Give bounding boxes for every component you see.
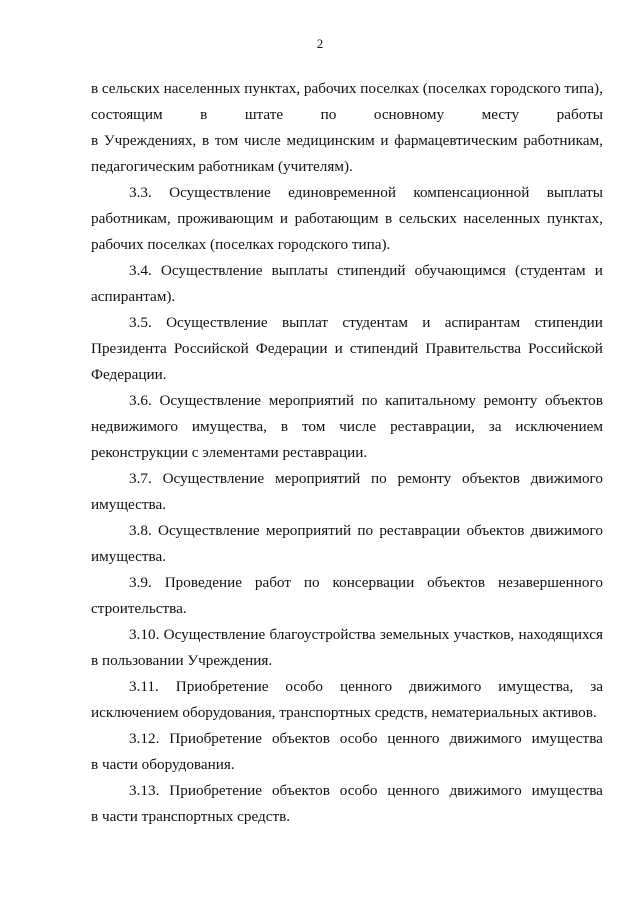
paragraph-3-8: [91, 518, 603, 570]
text-line: 3.8. Осуществление мероприятий по реставрации объектов движимого: [129, 522, 603, 539]
paragraph-3-10: [91, 622, 603, 674]
paragraph-3-11: [91, 674, 603, 726]
text-line: в Учреждениях, в том числе медицинским и фармацевтическим работникам,: [91, 132, 603, 149]
text-line: в пользовании Учреждения.: [91, 652, 273, 669]
text-line: аспирантам).: [91, 288, 176, 305]
text-line: 3.3. Осуществление единовременной компенсационной выплаты: [129, 184, 603, 201]
paragraph-3-4: [91, 258, 603, 310]
text-line: рабочих поселках (поселках городского типа).: [91, 236, 391, 253]
text-line: Президента Российской Федерации и стипендий Правительства Российской: [91, 340, 603, 357]
text-line: 3.12. Приобретение объектов особо ценного движимого имущества: [129, 730, 603, 747]
paragraph-continuation: [91, 76, 603, 180]
paragraph-3-7: [91, 466, 603, 518]
text-line: в сельских населенных пунктах, рабочих поселках (поселках городского типа),: [91, 80, 603, 97]
paragraph-3-3: [91, 180, 603, 258]
paragraph-3-5: [91, 310, 603, 388]
text-line: 3.5. Осуществление выплат студентам и аспирантам стипендии: [129, 314, 603, 331]
text-line: 3.4. Осуществление выплаты стипендий обучающимся (студентам и: [129, 262, 603, 279]
text-line: строительства.: [91, 600, 187, 617]
text-line: работникам, проживающим и работающим в сельских населенных пунктах,: [91, 210, 603, 227]
text-line: 3.11. Приобретение особо ценного движимого имущества, за: [129, 678, 603, 695]
text-line: педагогическим работникам (учителям).: [91, 158, 353, 175]
text-line: 3.7. Осуществление мероприятий по ремонту объектов движимого: [129, 470, 603, 487]
text-line: 3.10. Осуществление благоустройства земельных участков, находящихся: [129, 626, 603, 643]
text-line: 3.9. Проведение работ по консервации объектов незавершенного: [129, 574, 603, 591]
text-line: исключением оборудования, транспортных средств, нематериальных активов.: [91, 704, 597, 721]
text-line: Федерации.: [91, 366, 167, 383]
text-line: 3.6. Осуществление мероприятий по капитальному ремонту объектов: [129, 392, 603, 409]
text-line: недвижимого имущества, в том числе реставрации, за исключением: [91, 418, 603, 435]
paragraph-3-9: [91, 570, 603, 622]
text-line: состоящим в штате по основному месту работы: [91, 106, 603, 123]
document-body: [91, 76, 603, 830]
text-line: реконструкции с элементами реставрации.: [91, 444, 368, 461]
text-line: в части оборудования.: [91, 756, 235, 773]
text-line: имущества.: [91, 496, 167, 513]
text-line: в части транспортных средств.: [91, 808, 291, 825]
paragraph-3-12: [91, 726, 603, 778]
paragraph-3-6: [91, 388, 603, 466]
text-line: имущества.: [91, 548, 167, 565]
paragraph-3-13: [91, 778, 603, 830]
text-line: 3.13. Приобретение объектов особо ценного движимого имущества: [129, 782, 603, 799]
page-number: 2: [316, 36, 324, 51]
